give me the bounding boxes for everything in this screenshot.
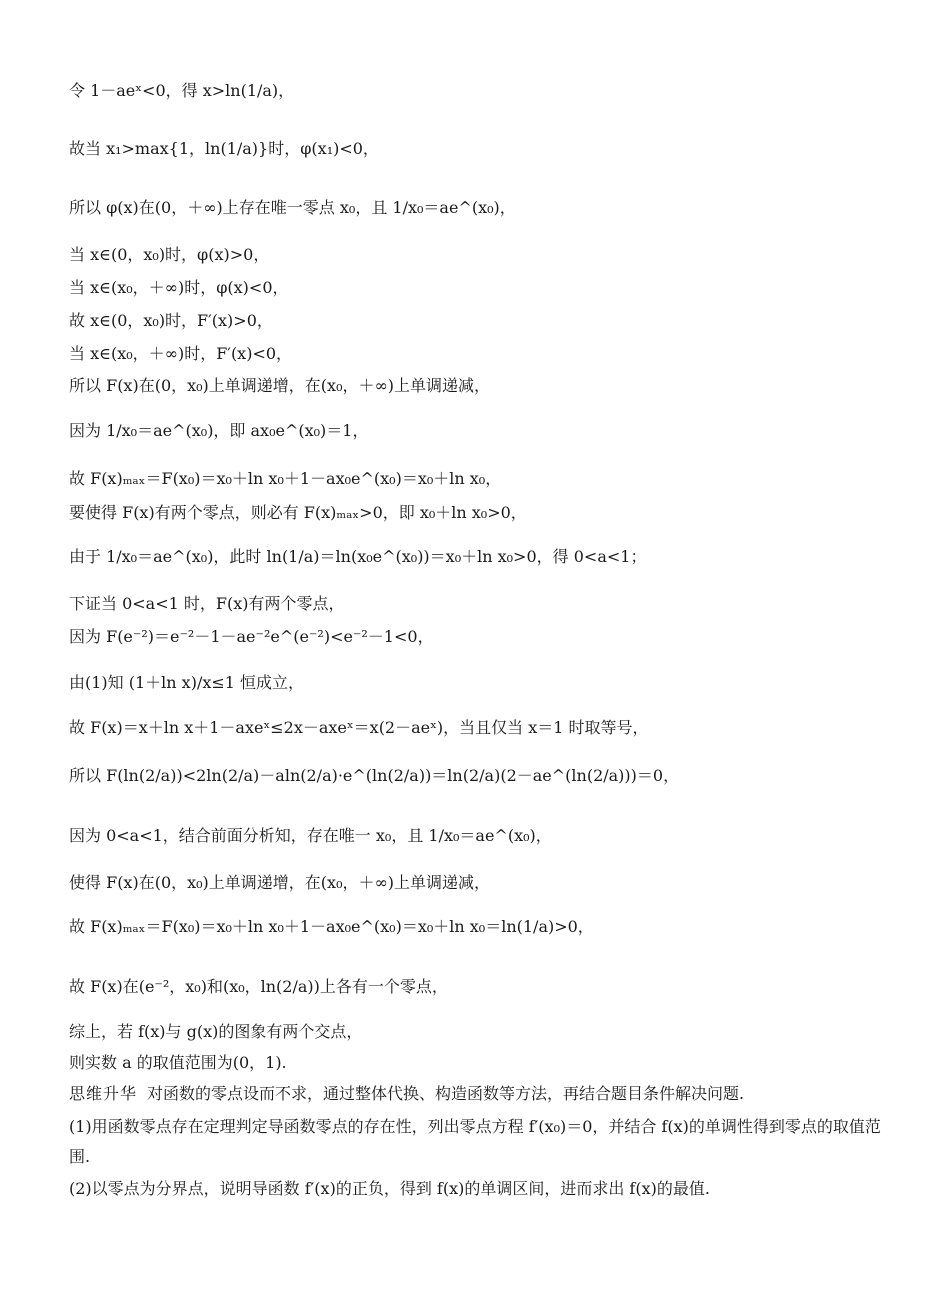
summary-intro: 对函数的零点设而不求，通过整体代换、构造函数等方法，再结合题目条件解决问题. <box>147 1084 745 1103</box>
solution-line: 故 F(x)在(e⁻²，x₀)和(x₀，ln(2/a))上各有一个零点， <box>69 977 448 996</box>
solution-line: 当 x∈(0，x₀)时，φ(x)>0， <box>69 245 270 264</box>
solution-line: 故 F(x)＝x＋ln x＋1－axeˣ≤2x－axeˣ＝x(2－aeˣ)，当且仅当 x＝1 时取等号， <box>69 718 649 737</box>
solution-line: 因为 1/x₀＝ae^(x₀)，即 ax₀e^(x₀)＝1， <box>69 421 369 440</box>
solution-line: 故当 x₁>max{1，ln(1/a)}时，φ(x₁)<0， <box>69 139 379 158</box>
solution-line: 下证当 0<a<1 时，F(x)有两个零点， <box>69 594 345 613</box>
solution-line: 综上，若 f(x)与 g(x)的图象有两个交点， <box>69 1022 363 1041</box>
summary-intro-line <box>69 1083 889 1105</box>
summary-point-2: (2)以零点为分界点，说明导函数 f′(x)的正负，得到 f(x)的单调区间，进而求出 f(x)的最值. <box>69 1179 710 1198</box>
solution-line: 使得 F(x)在(0，x₀)上单调递增，在(x₀，＋∞)上单调递减， <box>69 873 491 892</box>
summary-label: 思维升华 <box>69 1084 138 1103</box>
solution-line: 当 x∈(x₀，＋∞)时，F′(x)<0， <box>69 344 293 363</box>
solution-line: 当 x∈(x₀，＋∞)时，φ(x)<0， <box>69 278 289 297</box>
solution-line: 故 x∈(0，x₀)时，F′(x)>0， <box>69 311 273 330</box>
solution-line: 所以 φ(x)在(0，＋∞)上存在唯一零点 x₀，且 1/x₀＝ae^(x₀)， <box>69 198 516 217</box>
solution-line: 所以 F(x)在(0，x₀)上单调递增，在(x₀，＋∞)上单调递减， <box>69 376 491 395</box>
solution-line: 故 F(x)ₘₐₓ＝F(x₀)＝x₀＋ln x₀＋1－ax₀e^(x₀)＝x₀＋ln x₀， <box>69 469 502 488</box>
solution-line: 则实数 a 的取值范围为(0，1). <box>69 1053 287 1072</box>
solution-line: 由于 1/x₀＝ae^(x₀)，此时 ln(1/a)＝ln(x₀e^(x₀))＝x₀＋ln x₀>0，得 0<a<1； <box>69 547 647 566</box>
solution-line: 由(1)知 (1＋ln x)/x≤1 恒成立， <box>69 673 305 692</box>
solution-line: 因为 0<a<1，结合前面分析知，存在唯一 x₀，且 1/x₀＝ae^(x₀)， <box>69 826 552 845</box>
solution-line: 令 1－aeˣ<0，得 x>ln(1/a)， <box>69 81 295 100</box>
solution-line: 所以 F(ln(2/a))<2ln(2/a)－aln(2/a)·e^(ln(2/a))＝ln(2/a)(2－ae^(ln(2/a)))＝0， <box>69 766 680 785</box>
summary-point-1: (1)用函数零点存在定理判定导函数零点的存在性，列出零点方程 f′(x₀)＝0，并结合 f(x)的单调性得到零点的取值范围. <box>69 1117 881 1166</box>
solution-line: 要使得 F(x)有两个零点，则必有 F(x)ₘₐₓ>0，即 x₀＋ln x₀>0， <box>69 503 527 522</box>
solution-line: 因为 F(e⁻²)＝e⁻²－1－ae⁻²e^(e⁻²)<e⁻²－1<0， <box>69 627 434 646</box>
solution-line: 故 F(x)ₘₐₓ＝F(x₀)＝x₀＋ln x₀＋1－ax₀e^(x₀)＝x₀＋ln x₀＝ln(1/a)>0， <box>69 917 594 936</box>
